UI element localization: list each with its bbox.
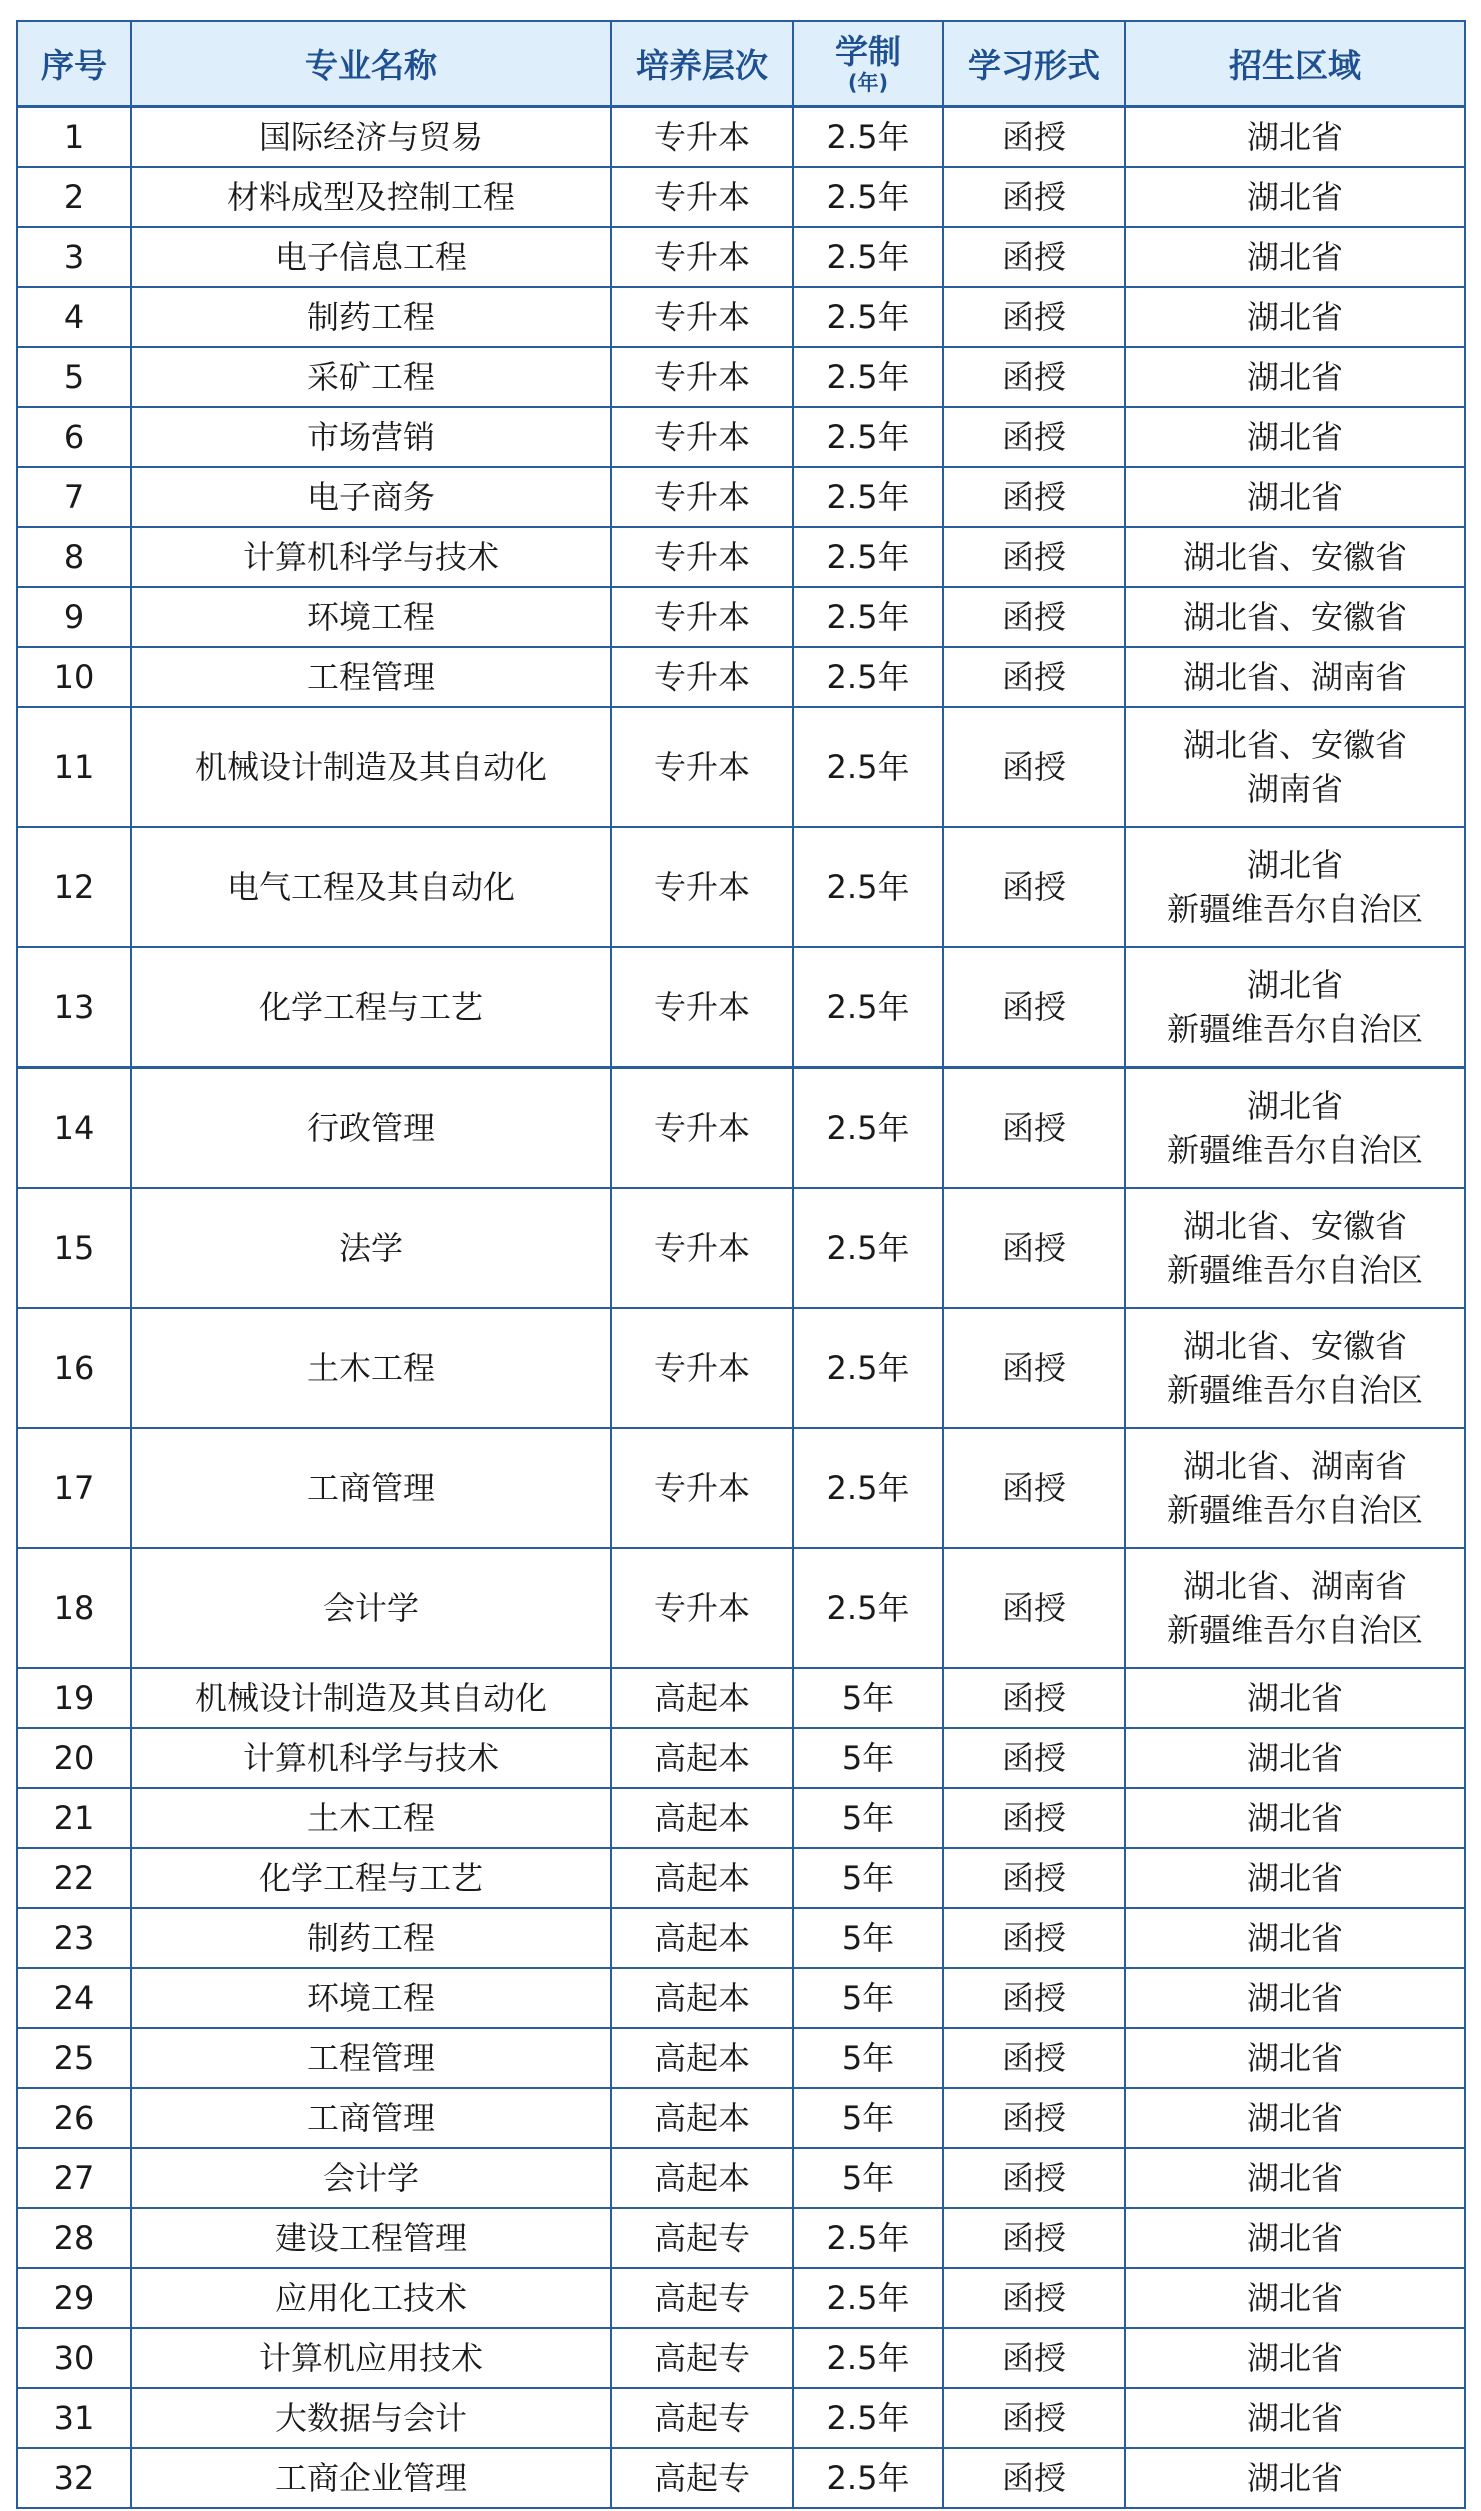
cell-level: 高起本 (611, 1728, 793, 1788)
region-line: 湖北省、安徽省 (1182, 538, 1407, 576)
cell-form: 函授 (943, 2328, 1125, 2388)
region-line: 湖北省 (1246, 966, 1343, 1004)
cell-index: 2 (17, 167, 131, 227)
cell-region (1125, 2268, 1465, 2328)
cell-level: 专升本 (611, 527, 793, 587)
cell-form: 函授 (943, 2208, 1125, 2268)
cell-duration: 2.5年 (793, 227, 943, 287)
table-row (17, 467, 1465, 527)
cell-duration: 2.5年 (793, 587, 943, 647)
table-row (17, 1548, 1465, 1668)
cell-index: 28 (17, 2208, 131, 2268)
cell-index: 6 (17, 407, 131, 467)
header-form: 学习形式 (943, 21, 1125, 107)
header-major: 专业名称 (131, 21, 611, 107)
cell-form: 函授 (943, 407, 1125, 467)
cell-duration: 5年 (793, 1908, 943, 1968)
cell-region (1125, 407, 1465, 467)
cell-index: 8 (17, 527, 131, 587)
table-row (17, 1908, 1465, 1968)
table-row (17, 2148, 1465, 2208)
region-line: 湖北省 (1246, 2219, 1343, 2257)
cell-form: 函授 (943, 2268, 1125, 2328)
cell-major: 机械设计制造及其自动化 (131, 707, 611, 827)
cell-level: 高起本 (611, 1968, 793, 2028)
cell-major: 化学工程与工艺 (131, 1848, 611, 1908)
cell-region (1125, 1308, 1465, 1428)
table-row (17, 347, 1465, 407)
table-row (17, 1728, 1465, 1788)
region-line: 湖北省 (1246, 1087, 1343, 1125)
cell-index: 21 (17, 1788, 131, 1848)
table-row (17, 647, 1465, 707)
cell-form: 函授 (943, 107, 1125, 168)
cell-level: 高起本 (611, 1848, 793, 1908)
cell-index: 3 (17, 227, 131, 287)
region-line: 湖北省、安徽省 (1182, 1207, 1407, 1245)
cell-index: 24 (17, 1968, 131, 2028)
cell-index: 15 (17, 1188, 131, 1308)
cell-level: 专升本 (611, 1308, 793, 1428)
header-level: 培养层次 (611, 21, 793, 107)
cell-major: 环境工程 (131, 1968, 611, 2028)
cell-region (1125, 1788, 1465, 1848)
cell-form: 函授 (943, 287, 1125, 347)
cell-index: 25 (17, 2028, 131, 2088)
cell-duration: 5年 (793, 2088, 943, 2148)
cell-region (1125, 1668, 1465, 1728)
region-line: 湖北省 (1246, 1979, 1343, 2017)
table-row (17, 227, 1465, 287)
table-row (17, 2388, 1465, 2448)
cell-major: 法学 (131, 1188, 611, 1308)
cell-level: 高起本 (611, 2028, 793, 2088)
cell-region (1125, 1188, 1465, 1308)
cell-index: 26 (17, 2088, 131, 2148)
cell-level: 高起本 (611, 2148, 793, 2208)
cell-duration: 2.5年 (793, 167, 943, 227)
cell-level: 专升本 (611, 587, 793, 647)
cell-duration: 2.5年 (793, 827, 943, 947)
table-row (17, 707, 1465, 827)
cell-form: 函授 (943, 2028, 1125, 2088)
region-line: 湖南省 (1246, 770, 1343, 808)
table-row (17, 1848, 1465, 1908)
cell-major: 制药工程 (131, 287, 611, 347)
region-line: 湖北省 (1246, 2279, 1343, 2317)
cell-index: 19 (17, 1668, 131, 1728)
cell-duration: 2.5年 (793, 2208, 943, 2268)
cell-major: 采矿工程 (131, 347, 611, 407)
cell-major: 会计学 (131, 2148, 611, 2208)
cell-duration: 5年 (793, 1788, 943, 1848)
region-line: 湖北省 (1246, 238, 1343, 276)
cell-duration: 2.5年 (793, 287, 943, 347)
cell-index: 11 (17, 707, 131, 827)
cell-level: 高起本 (611, 1908, 793, 1968)
cell-level: 高起本 (611, 1668, 793, 1728)
cell-form: 函授 (943, 347, 1125, 407)
cell-duration: 2.5年 (793, 2328, 943, 2388)
table-row (17, 2028, 1465, 2088)
cell-index: 14 (17, 1068, 131, 1189)
cell-form: 函授 (943, 227, 1125, 287)
table-row (17, 1188, 1465, 1308)
table-row (17, 947, 1465, 1068)
cell-level: 专升本 (611, 287, 793, 347)
cell-duration: 2.5年 (793, 107, 943, 168)
region-line: 湖北省 (1246, 2399, 1343, 2437)
cell-level: 专升本 (611, 647, 793, 707)
cell-form: 函授 (943, 1188, 1125, 1308)
cell-region (1125, 2088, 1465, 2148)
table-row (17, 827, 1465, 947)
cell-index: 4 (17, 287, 131, 347)
region-line: 新疆维吾尔自治区 (1166, 1491, 1423, 1529)
cell-duration: 2.5年 (793, 2388, 943, 2448)
cell-form: 函授 (943, 1548, 1125, 1668)
cell-form: 函授 (943, 1068, 1125, 1189)
cell-major: 建设工程管理 (131, 2208, 611, 2268)
cell-region (1125, 707, 1465, 827)
cell-region (1125, 227, 1465, 287)
cell-region (1125, 2208, 1465, 2268)
cell-major: 工程管理 (131, 2028, 611, 2088)
cell-index: 23 (17, 1908, 131, 1968)
cell-level: 专升本 (611, 1428, 793, 1548)
cell-duration: 2.5年 (793, 1548, 943, 1668)
cell-index: 7 (17, 467, 131, 527)
cell-form: 函授 (943, 2448, 1125, 2508)
cell-duration: 2.5年 (793, 1428, 943, 1548)
cell-major: 土木工程 (131, 1308, 611, 1428)
cell-duration: 5年 (793, 2028, 943, 2088)
cell-duration: 2.5年 (793, 2448, 943, 2508)
cell-form: 函授 (943, 527, 1125, 587)
cell-region (1125, 167, 1465, 227)
table-row (17, 1788, 1465, 1848)
cell-level: 专升本 (611, 1068, 793, 1189)
cell-major: 应用化工技术 (131, 2268, 611, 2328)
cell-region (1125, 287, 1465, 347)
cell-level: 专升本 (611, 707, 793, 827)
cell-index: 22 (17, 1848, 131, 1908)
cell-index: 1 (17, 107, 131, 168)
cell-region (1125, 2328, 1465, 2388)
majors-table (16, 20, 1466, 2509)
cell-index: 20 (17, 1728, 131, 1788)
cell-level: 专升本 (611, 1188, 793, 1308)
cell-major: 行政管理 (131, 1068, 611, 1189)
cell-region (1125, 1428, 1465, 1548)
table-row (17, 1068, 1465, 1189)
cell-index: 10 (17, 647, 131, 707)
cell-duration: 2.5年 (793, 527, 943, 587)
cell-duration: 5年 (793, 1968, 943, 2028)
cell-duration: 5年 (793, 1848, 943, 1908)
cell-duration: 5年 (793, 1728, 943, 1788)
cell-region (1125, 527, 1465, 587)
cell-major: 计算机科学与技术 (131, 1728, 611, 1788)
region-line: 湖北省 (1246, 298, 1343, 336)
region-line: 新疆维吾尔自治区 (1166, 1251, 1423, 1289)
table-row (17, 587, 1465, 647)
cell-form: 函授 (943, 467, 1125, 527)
cell-duration: 2.5年 (793, 947, 943, 1068)
cell-major: 工商管理 (131, 1428, 611, 1548)
cell-index: 9 (17, 587, 131, 647)
cell-level: 专升本 (611, 407, 793, 467)
region-line: 湖北省 (1246, 478, 1343, 516)
header-row (17, 21, 1465, 107)
cell-major: 工商企业管理 (131, 2448, 611, 2508)
cell-index: 29 (17, 2268, 131, 2328)
table-row (17, 107, 1465, 168)
table-row (17, 287, 1465, 347)
cell-index: 13 (17, 947, 131, 1068)
cell-level: 专升本 (611, 827, 793, 947)
region-line: 湖北省、安徽省 (1182, 1327, 1407, 1365)
region-line: 湖北省、湖南省 (1182, 1567, 1407, 1605)
cell-region (1125, 587, 1465, 647)
region-line: 湖北省 (1246, 358, 1343, 396)
header-index: 序号 (17, 21, 131, 107)
table-row (17, 1668, 1465, 1728)
cell-index: 18 (17, 1548, 131, 1668)
header-region: 招生区域 (1125, 21, 1465, 107)
cell-duration: 5年 (793, 2148, 943, 2208)
cell-major: 会计学 (131, 1548, 611, 1668)
cell-major: 工程管理 (131, 647, 611, 707)
cell-index: 17 (17, 1428, 131, 1548)
cell-region (1125, 947, 1465, 1068)
cell-index: 5 (17, 347, 131, 407)
cell-duration: 2.5年 (793, 1068, 943, 1189)
cell-region (1125, 827, 1465, 947)
region-line: 湖北省、湖南省 (1182, 658, 1407, 696)
cell-index: 27 (17, 2148, 131, 2208)
cell-major: 计算机应用技术 (131, 2328, 611, 2388)
region-line: 新疆维吾尔自治区 (1166, 1010, 1423, 1048)
cell-level: 专升本 (611, 167, 793, 227)
cell-level: 专升本 (611, 947, 793, 1068)
cell-major: 大数据与会计 (131, 2388, 611, 2448)
cell-major: 化学工程与工艺 (131, 947, 611, 1068)
cell-level: 专升本 (611, 347, 793, 407)
cell-level: 高起专 (611, 2268, 793, 2328)
cell-duration: 2.5年 (793, 1308, 943, 1428)
cell-form: 函授 (943, 1308, 1125, 1428)
cell-index: 32 (17, 2448, 131, 2508)
cell-major: 环境工程 (131, 587, 611, 647)
cell-region (1125, 467, 1465, 527)
cell-index: 30 (17, 2328, 131, 2388)
cell-index: 12 (17, 827, 131, 947)
cell-region (1125, 1068, 1465, 1189)
header-duration-label: 学制 (835, 31, 901, 71)
cell-form: 函授 (943, 647, 1125, 707)
cell-region (1125, 1968, 1465, 2028)
cell-level: 高起专 (611, 2208, 793, 2268)
cell-form: 函授 (943, 2148, 1125, 2208)
cell-duration: 2.5年 (793, 647, 943, 707)
cell-region (1125, 1548, 1465, 1668)
region-line: 湖北省 (1246, 2339, 1343, 2377)
cell-region (1125, 1848, 1465, 1908)
cell-form: 函授 (943, 1728, 1125, 1788)
table-row (17, 407, 1465, 467)
region-line: 湖北省 (1246, 2099, 1343, 2137)
region-line: 湖北省 (1246, 2459, 1343, 2497)
region-line: 湖北省 (1246, 1919, 1343, 1957)
cell-major: 市场营销 (131, 407, 611, 467)
table-row (17, 2328, 1465, 2388)
table-row (17, 527, 1465, 587)
cell-duration: 2.5年 (793, 407, 943, 467)
cell-form: 函授 (943, 1788, 1125, 1848)
cell-major: 机械设计制造及其自动化 (131, 1668, 611, 1728)
cell-form: 函授 (943, 1848, 1125, 1908)
region-line: 湖北省 (1246, 1859, 1343, 1897)
region-line: 湖北省、安徽省 (1182, 726, 1407, 764)
cell-index: 31 (17, 2388, 131, 2448)
cell-form: 函授 (943, 947, 1125, 1068)
region-line: 湖北省 (1246, 118, 1343, 156)
cell-level: 高起本 (611, 1788, 793, 1848)
cell-form: 函授 (943, 1908, 1125, 1968)
header-duration (793, 21, 943, 107)
table-row (17, 1968, 1465, 2028)
cell-region (1125, 1728, 1465, 1788)
cell-form: 函授 (943, 2088, 1125, 2148)
table-body (17, 107, 1465, 2509)
table-row (17, 1428, 1465, 1548)
cell-region (1125, 2028, 1465, 2088)
cell-duration: 5年 (793, 1668, 943, 1728)
cell-duration: 2.5年 (793, 347, 943, 407)
cell-major: 国际经济与贸易 (131, 107, 611, 168)
cell-major: 电子商务 (131, 467, 611, 527)
cell-major: 土木工程 (131, 1788, 611, 1848)
cell-level: 高起专 (611, 2448, 793, 2508)
cell-duration: 2.5年 (793, 707, 943, 827)
table-row (17, 167, 1465, 227)
cell-form: 函授 (943, 1968, 1125, 2028)
region-line: 新疆维吾尔自治区 (1166, 1371, 1423, 1409)
table-row (17, 2088, 1465, 2148)
table-header (17, 21, 1465, 107)
cell-form: 函授 (943, 2388, 1125, 2448)
cell-duration: 2.5年 (793, 467, 943, 527)
region-line: 湖北省 (1246, 1739, 1343, 1777)
cell-level: 专升本 (611, 1548, 793, 1668)
cell-level: 高起本 (611, 2088, 793, 2148)
cell-region (1125, 2388, 1465, 2448)
region-line: 湖北省 (1246, 1799, 1343, 1837)
cell-major: 材料成型及控制工程 (131, 167, 611, 227)
cell-form: 函授 (943, 167, 1125, 227)
cell-index: 16 (17, 1308, 131, 1428)
cell-region (1125, 107, 1465, 168)
cell-form: 函授 (943, 707, 1125, 827)
cell-major: 工商管理 (131, 2088, 611, 2148)
table-row (17, 2448, 1465, 2508)
region-line: 湖北省 (1246, 2159, 1343, 2197)
cell-region (1125, 2448, 1465, 2508)
region-line: 湖北省 (1246, 418, 1343, 456)
region-line: 新疆维吾尔自治区 (1166, 1131, 1423, 1169)
region-line: 湖北省 (1246, 846, 1343, 884)
cell-level: 高起专 (611, 2328, 793, 2388)
cell-duration: 2.5年 (793, 1188, 943, 1308)
majors-table-container (16, 20, 1464, 2509)
table-row (17, 2208, 1465, 2268)
region-line: 新疆维吾尔自治区 (1166, 1611, 1423, 1649)
region-line: 湖北省 (1246, 178, 1343, 216)
cell-level: 高起专 (611, 2388, 793, 2448)
header-duration-unit: (年) (847, 70, 889, 95)
region-line: 湖北省、安徽省 (1182, 598, 1407, 636)
cell-level: 专升本 (611, 227, 793, 287)
cell-region (1125, 347, 1465, 407)
cell-region (1125, 2148, 1465, 2208)
region-line: 湖北省 (1246, 1679, 1343, 1717)
cell-level: 专升本 (611, 467, 793, 527)
region-line: 新疆维吾尔自治区 (1166, 890, 1423, 928)
cell-major: 电子信息工程 (131, 227, 611, 287)
region-line: 湖北省 (1246, 2039, 1343, 2077)
cell-region (1125, 647, 1465, 707)
cell-form: 函授 (943, 827, 1125, 947)
cell-region (1125, 1908, 1465, 1968)
cell-form: 函授 (943, 1668, 1125, 1728)
cell-form: 函授 (943, 587, 1125, 647)
table-row (17, 1308, 1465, 1428)
cell-duration: 2.5年 (793, 2268, 943, 2328)
cell-major: 制药工程 (131, 1908, 611, 1968)
cell-form: 函授 (943, 1428, 1125, 1548)
region-line: 湖北省、湖南省 (1182, 1447, 1407, 1485)
cell-major: 电气工程及其自动化 (131, 827, 611, 947)
cell-major: 计算机科学与技术 (131, 527, 611, 587)
table-row (17, 2268, 1465, 2328)
cell-level: 专升本 (611, 107, 793, 168)
